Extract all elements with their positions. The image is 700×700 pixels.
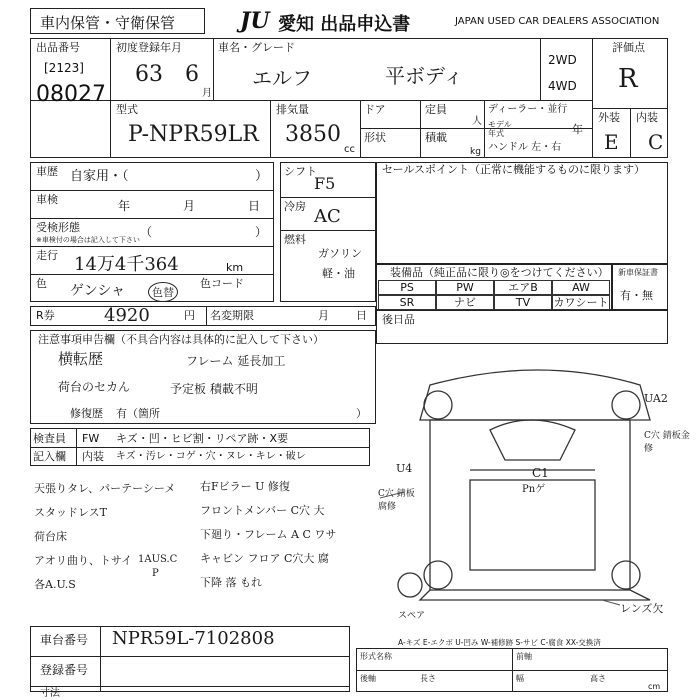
inspect-year: 年 bbox=[118, 199, 131, 213]
remark-line: 天張りタレ、パーテーシーメ bbox=[34, 482, 176, 495]
repair-label: 修復歴 bbox=[70, 407, 103, 420]
remark-line: 荷台床 bbox=[34, 530, 67, 543]
cm-unit: cm bbox=[648, 682, 661, 691]
reg-year: 63 bbox=[135, 62, 163, 87]
recycle-value: 4920 bbox=[104, 305, 150, 326]
remark-line: キャビン フロア C穴大 腐 bbox=[200, 552, 329, 565]
diag-c1-sub: Pnゲ bbox=[522, 484, 546, 495]
windshield bbox=[490, 420, 575, 460]
front-axle-label: 前軸 bbox=[516, 652, 532, 661]
remark-line: 下降 落 もれ bbox=[200, 576, 262, 589]
disp-label: 排気量 bbox=[276, 103, 309, 116]
later-label: 後日品 bbox=[382, 313, 415, 326]
equip-item: ナビ bbox=[436, 295, 494, 310]
inspect-day: 日 bbox=[248, 199, 261, 213]
remark-line: フロントメンバー C穴 大 bbox=[200, 504, 325, 517]
ju-logo: JU bbox=[240, 8, 270, 34]
shape-label: 形状 bbox=[364, 131, 386, 144]
km-unit: km bbox=[226, 261, 244, 274]
recycle-label: R券 bbox=[36, 309, 55, 322]
shift-label: シフト bbox=[284, 165, 317, 178]
name-label: 車名・グレード bbox=[218, 41, 295, 54]
year-unit: 年 bbox=[572, 123, 583, 136]
diag-c1: C1 bbox=[532, 466, 549, 480]
load-label: 積載 bbox=[425, 131, 447, 144]
inspect-month: 月 bbox=[183, 199, 196, 213]
recv-note: ※車検付の場合は記入して下さい bbox=[36, 236, 140, 244]
use-label: 車歴 bbox=[36, 165, 58, 178]
chassis-label: 車台番号 bbox=[40, 633, 89, 647]
form-title: 愛知 出品申込書 bbox=[278, 14, 411, 35]
ext-score: E bbox=[604, 130, 619, 154]
diag-c2-note: C穴 錆板金修 bbox=[644, 431, 690, 454]
length-label: 長さ bbox=[420, 674, 436, 683]
lot-number: 08027 bbox=[36, 82, 106, 107]
note-line-1: 横転歴 bbox=[58, 350, 104, 368]
sales-label: セールスポイント（正常に機能するものに限ります） bbox=[382, 163, 646, 176]
remark-line: アオリ曲り、トサイ bbox=[34, 554, 133, 567]
body-outline bbox=[430, 420, 630, 590]
notes-label: 注意事項申告欄（不具合内容は具体的に記入して下さい） bbox=[38, 333, 324, 346]
reg-month: 6 bbox=[185, 62, 199, 87]
warranty-value: 有・無 bbox=[620, 289, 653, 302]
recv-label: 受検形態 bbox=[36, 221, 80, 234]
equip-item: AW bbox=[552, 280, 610, 295]
ext-label: 外装 bbox=[598, 111, 620, 124]
nc-month: 月 bbox=[318, 309, 329, 322]
person-unit: 人 bbox=[472, 116, 482, 127]
remark-line: 下廻り・フレーム A C ワサ bbox=[200, 528, 337, 541]
use-close: ） bbox=[255, 169, 269, 184]
drive-4wd: 4WD bbox=[548, 79, 577, 93]
repair-value: 有（箇所 bbox=[116, 407, 160, 420]
int-score: C bbox=[648, 130, 664, 154]
remark-mid: 1AUS.C bbox=[138, 554, 178, 565]
color-code-label: 色コード bbox=[200, 277, 244, 290]
form-subtitle: JAPAN USED CAR DEALERS ASSOCIATION bbox=[455, 16, 660, 27]
repair-close: ） bbox=[356, 407, 367, 420]
remark-line: 右Fビラー U 修復 bbox=[200, 480, 290, 493]
car-name: エルフ bbox=[252, 66, 312, 90]
grade: 平ボディ bbox=[385, 64, 464, 88]
damage-legend: A-キズ E-エクボ U-凹み W-補修跡 S-サビ C-腐食 XX-交換済 bbox=[398, 638, 601, 647]
wheel-rl bbox=[424, 561, 452, 589]
model: P-NPR59LR bbox=[128, 122, 259, 147]
size-label: 寸法 bbox=[40, 688, 60, 699]
wheel-fr bbox=[612, 391, 640, 419]
diag-u4: U4 bbox=[396, 462, 413, 475]
diag-left-note: C穴 錆板腐修 bbox=[378, 489, 415, 512]
diag-ua2: UA2 bbox=[644, 392, 668, 405]
sales-box bbox=[376, 162, 668, 264]
mileage: 14万4千364 bbox=[74, 254, 179, 275]
color-value: ゲンシャ bbox=[70, 283, 126, 299]
reg-label: 初度登録年月 bbox=[116, 41, 182, 54]
reg-no-label: 登録番号 bbox=[40, 663, 89, 677]
fuel-note: 軽・油 bbox=[322, 267, 355, 280]
shift-value: F5 bbox=[314, 174, 336, 193]
capacity-label: 定員 bbox=[425, 103, 447, 116]
int-label: 内装 bbox=[636, 111, 658, 124]
remark-line: スタッドレスT bbox=[34, 506, 108, 519]
chassis-value: NPR59L-7102808 bbox=[112, 628, 275, 649]
fuel-value: ガソリン bbox=[318, 247, 362, 260]
shape-name-label: 形式名称 bbox=[360, 652, 392, 661]
row2-items: キズ・汚レ・コゲ・穴・ヌレ・キレ・破レ bbox=[116, 451, 306, 462]
cc-unit: cc bbox=[344, 144, 355, 155]
row1-items: キズ・凹・ヒビ割・リペア跡・X要 bbox=[116, 432, 289, 445]
equip-item: SR bbox=[378, 295, 436, 310]
handle-label: ハンドル 左・右 bbox=[488, 142, 562, 153]
recv-paren-open: （ bbox=[140, 225, 153, 239]
diag-spare: スペア bbox=[398, 611, 426, 621]
height-label: 高さ bbox=[590, 674, 606, 683]
ac-value: AC bbox=[314, 206, 341, 227]
yen-unit: 円 bbox=[184, 309, 195, 322]
score-label: 評価点 bbox=[612, 41, 645, 54]
dealer-label: ディーラー・並行 bbox=[488, 104, 568, 115]
row1-head: FW bbox=[82, 432, 100, 445]
use-value: 自家用・（ bbox=[70, 169, 129, 184]
inspect-label: 車検 bbox=[36, 193, 58, 206]
ac-label: 冷房 bbox=[284, 200, 306, 213]
entry-label: 記入欄 bbox=[33, 450, 66, 463]
lot-small: [2123] bbox=[44, 61, 84, 75]
wheel-fl bbox=[424, 391, 452, 419]
equip-item: PW bbox=[436, 280, 494, 295]
remark-line: 各A.U.S bbox=[34, 578, 76, 591]
diag-lens: レンズ欠 bbox=[620, 602, 664, 615]
equip-item: エアB bbox=[494, 280, 552, 295]
kg-unit: kg bbox=[470, 147, 481, 157]
model-year-label: モデル年式 bbox=[488, 120, 512, 138]
equip-item: カワシート bbox=[553, 296, 609, 309]
width-label: 幅 bbox=[516, 674, 524, 683]
month-unit: 月 bbox=[202, 88, 212, 99]
storage-tag: 車内保管・守衛保管 bbox=[40, 14, 176, 32]
model-label: 型式 bbox=[116, 103, 138, 116]
note-line-2: 荷台のセカん bbox=[58, 380, 131, 394]
disp: 3850 bbox=[285, 122, 341, 147]
warranty-label: 新車保証書 bbox=[618, 268, 658, 277]
equip-grid bbox=[378, 280, 610, 308]
rear-outline bbox=[420, 590, 650, 600]
mileage-label: 走行 bbox=[36, 249, 58, 262]
remark-mid2: P bbox=[152, 568, 159, 579]
door-label: ドア bbox=[364, 103, 386, 116]
note-line-2b: 予定板 積載不明 bbox=[170, 382, 258, 396]
note-line-1b: フレーム 延長加工 bbox=[186, 354, 286, 368]
name-change-label: 名変期限 bbox=[210, 309, 254, 322]
equip-label: 装備品（純正品に限り◎をつけてください） bbox=[390, 266, 609, 279]
lot-label: 出品番号 bbox=[36, 41, 80, 54]
equip-item: PS bbox=[378, 280, 436, 295]
score: R bbox=[618, 64, 638, 94]
fuel-label: 燃料 bbox=[284, 233, 306, 246]
drive-2wd: 2WD bbox=[548, 53, 577, 67]
recv-paren-close: ） bbox=[255, 225, 268, 239]
rear-axle-label: 後軸 bbox=[360, 674, 376, 683]
inspector-label: 検査員 bbox=[33, 432, 66, 445]
nc-day: 日 bbox=[356, 309, 367, 322]
later-box bbox=[376, 310, 668, 344]
equip-item: TV bbox=[494, 295, 552, 310]
wheel-rr bbox=[612, 561, 640, 589]
row2-head: 内装 bbox=[82, 450, 104, 463]
spare-wheel bbox=[398, 573, 422, 597]
color-circle: 色替 bbox=[148, 282, 178, 302]
color-label: 色 bbox=[36, 277, 47, 290]
cab-outline bbox=[420, 370, 650, 420]
